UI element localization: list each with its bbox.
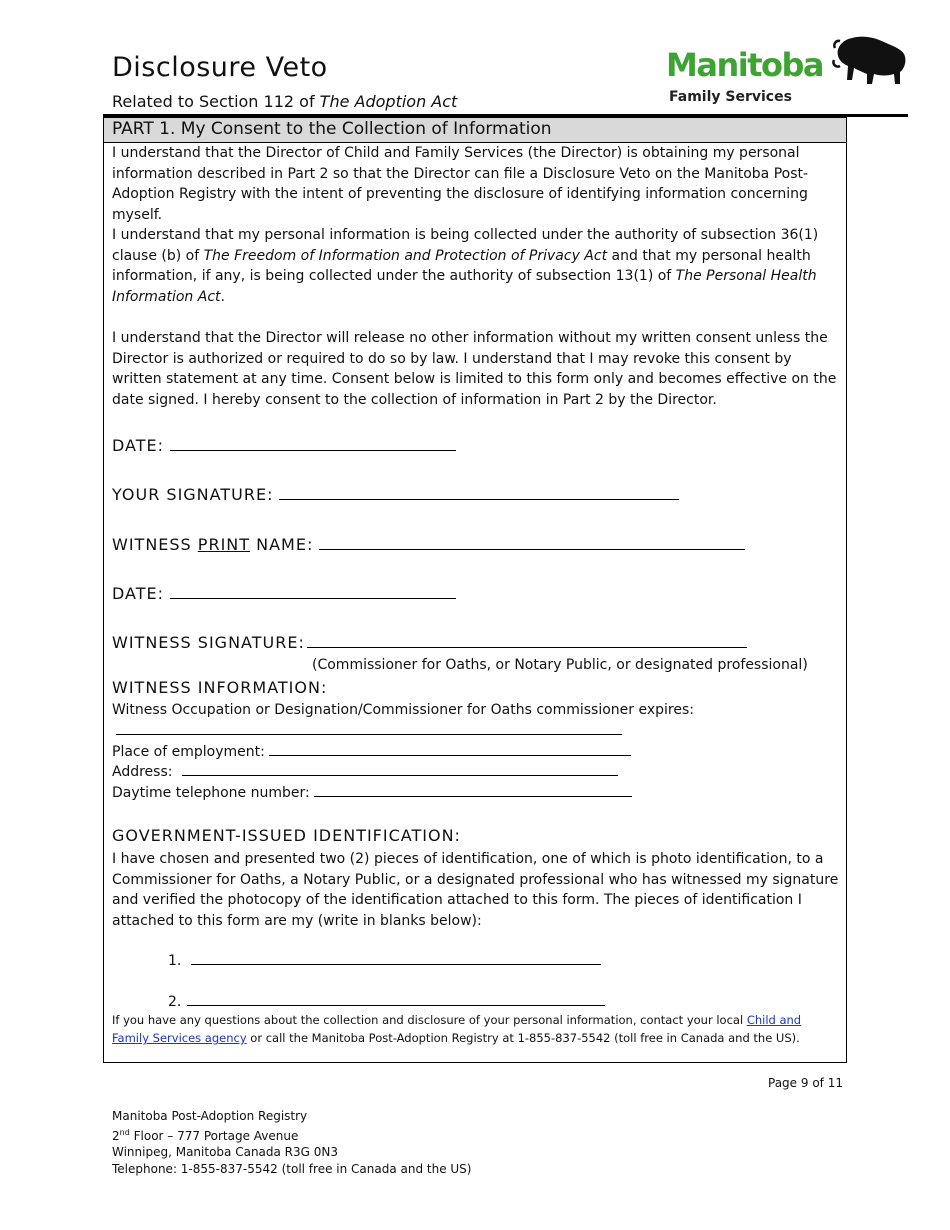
- address-floor-suffix: nd: [119, 1127, 130, 1137]
- witness-info-heading: WITNESS INFORMATION:: [112, 678, 328, 697]
- logo-wordmark: Manitoba: [666, 46, 823, 84]
- address-line-2: [112, 1125, 471, 1145]
- date-label-2: DATE:: [112, 584, 165, 603]
- daytime-phone-field: [112, 784, 632, 801]
- contact-note: [112, 1011, 840, 1047]
- your-signature-blank[interactable]: [279, 485, 679, 500]
- date-label-1: DATE:: [112, 436, 165, 455]
- witness-occupation-label: Witness Occupation or Designation/Commissioner for Oaths commissioner expires:: [112, 702, 694, 718]
- address-label: Address:: [112, 764, 173, 780]
- id-item-1-number: 1.: [168, 953, 182, 969]
- page-number: Page 9 of 11: [768, 1076, 843, 1090]
- witness-print-name-blank[interactable]: [319, 535, 745, 550]
- id-item-1-blank[interactable]: [191, 952, 601, 965]
- consent-paragraph-2: [112, 225, 840, 307]
- p2-act-phia: The Personal Health Information Act: [112, 268, 817, 305]
- address-line-3: Winnipeg, Manitoba Canada R3G 0N3: [112, 1145, 339, 1159]
- place-of-employment-field: [112, 743, 631, 760]
- part1-header: [104, 118, 846, 143]
- gov-id-heading: GOVERNMENT-ISSUED IDENTIFICATION:: [112, 826, 461, 845]
- id-item-1: [168, 952, 601, 969]
- bison-icon: [832, 34, 908, 86]
- p2-text-a: I understand that my personal information is being collected under the authority of subsection 36(1) clause (b) of: [112, 227, 819, 264]
- cfs-agency-link[interactable]: Child and Family Services agency: [112, 1013, 802, 1045]
- page-title: Disclosure Veto: [112, 52, 328, 83]
- p2-act-foippa: The Freedom of Information and Protection of Privacy Act: [203, 247, 608, 264]
- date-blank-2[interactable]: [170, 584, 456, 599]
- address-field: [112, 763, 618, 780]
- witness-signature-label: WITNESS SIGNATURE:: [112, 633, 305, 652]
- address-line-1: Manitoba Post-Adoption Registry: [112, 1109, 308, 1123]
- date-blank-1[interactable]: [170, 436, 456, 451]
- witness-print-label-b: NAME:: [250, 535, 314, 554]
- place-of-employment-label: Place of employment:: [112, 744, 265, 760]
- subtitle-prefix: Related to Section 112 of: [112, 92, 320, 111]
- id-item-2: [168, 993, 605, 1010]
- consent-paragraph-1: I understand that the Director of Child and Family Services (the Director) is obtaining my personal information described in Part 2 so that the Director can file a Disclosure Veto on the Manitoba Post-Adoption Registry with the intent of preventing the disclosure of identifying information concerning myself.: [112, 145, 809, 223]
- your-signature-field: [112, 485, 679, 504]
- address-line-4: Telephone: 1-855-837-5542 (toll free in Canada and the US): [112, 1161, 472, 1176]
- id-item-2-number: 2.: [168, 994, 182, 1010]
- witness-occupation-blank[interactable]: [116, 722, 622, 735]
- contact-note-text-a: If you have any questions about the collection and disclosure of your personal information, contact your local: [112, 1013, 747, 1027]
- page-subtitle: [112, 92, 457, 111]
- daytime-phone-label: Daytime telephone number:: [112, 785, 310, 801]
- address-street: Floor – 777 Portage Avenue: [129, 1128, 299, 1143]
- logo-department: Family Services: [669, 89, 792, 105]
- form-section-part1: [103, 117, 847, 1063]
- p2-text-c: .: [220, 288, 225, 305]
- witness-print-name-field: [112, 535, 745, 554]
- witness-signature-blank[interactable]: [307, 633, 747, 648]
- witness-signature-field: [112, 633, 747, 652]
- address-floor-number: 2: [112, 1128, 120, 1143]
- p2-text-b: and that my personal health information, if any, is being collected under the authority of subsection 13(1) of: [112, 247, 811, 284]
- consent-paragraph-3: I understand that the Director will release no other information without my written consent unless the Director is authorized or required to do so by law. I understand that I may revoke this consent by written statement at any time. Consent below is limited to this form only and becomes effective on the date signed. I hereby consent to the collection of information in Part 2 by the Director.: [112, 330, 837, 408]
- date-field-1: [112, 436, 456, 455]
- place-of-employment-blank[interactable]: [269, 743, 631, 756]
- registry-address: [112, 1108, 471, 1177]
- id-item-2-blank[interactable]: [187, 993, 605, 1006]
- manitoba-logo: [666, 34, 911, 114]
- witness-print-label-a: WITNESS: [112, 535, 198, 554]
- contact-note-text-b: or call the Manitoba Post-Adoption Registry at 1-855-837-5542 (toll free in Canada and the US).: [246, 1031, 800, 1045]
- witness-signature-note: (Commissioner for Oaths, or Notary Public, or designated professional): [312, 657, 808, 673]
- subtitle-act: The Adoption Act: [319, 92, 458, 111]
- witness-occupation-field: [112, 722, 622, 739]
- your-signature-label: YOUR SIGNATURE:: [112, 485, 274, 504]
- address-blank[interactable]: [182, 763, 618, 776]
- date-field-2: [112, 584, 456, 603]
- witness-print-label-underlined: PRINT: [197, 535, 251, 554]
- part1-title: PART 1. My Consent to the Collection of Information: [112, 119, 552, 139]
- gov-id-paragraph: I have chosen and presented two (2) pieces of identification, one of which is photo identification, to a Commissioner for Oaths, a Notary Public, or a designated professional who has witnessed my signature and verified the photocopy of the identification attached to this form. The pieces of identification I attached to this form are my (write in blanks below):: [112, 851, 839, 929]
- daytime-phone-blank[interactable]: [314, 784, 632, 797]
